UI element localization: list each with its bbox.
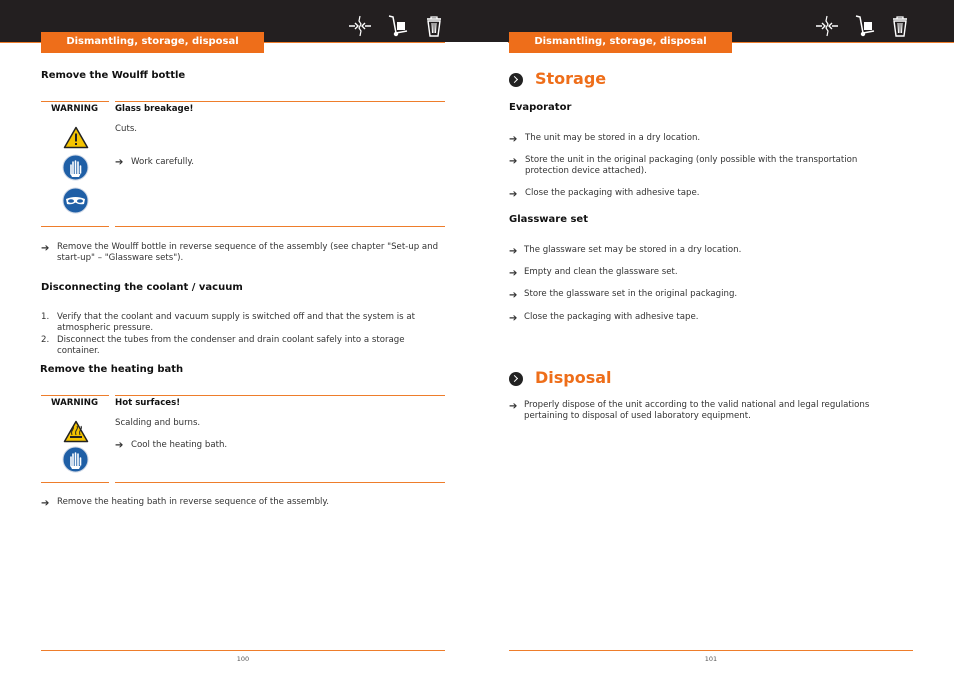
warning-consequence: Cuts. (115, 124, 138, 134)
warning-rule-top (115, 395, 445, 396)
hand-truck-icon (385, 14, 411, 38)
hot-surface-icon (63, 420, 89, 443)
step-number: 2. (41, 334, 50, 345)
warning-rule-bottom (41, 482, 109, 483)
glassware-step: The glassware set may be stored in a dry location. (524, 245, 742, 255)
step-remove-woulff: Remove the Woulff bottle in reverse sequence of the assembly (see chapter "Set-up and start-up" – "Glassware sets"). (57, 242, 439, 264)
glassware-step: Store the glassware set in the original packaging. (524, 289, 738, 299)
warning-rule-bottom (41, 226, 109, 227)
section-bullet-icon (509, 73, 523, 87)
warning-rule-top (41, 101, 109, 102)
arrow-icon: ➔ (115, 440, 124, 451)
warning-triangle-icon (63, 126, 89, 149)
warning-rule-bottom (115, 226, 445, 227)
page-number: 101 (704, 655, 718, 663)
arrow-icon: ➔ (509, 134, 518, 145)
step-text: Verify that the coolant and vacuum supply is switched off and that the system is at atmospheric pressure. (57, 312, 415, 334)
arrow-icon: ➔ (509, 268, 518, 279)
storage-title: Storage (535, 69, 607, 88)
warning-label: WARNING (51, 398, 98, 408)
step-text: Disconnect the tubes from the condenser and drain coolant safely into a storage container. (57, 334, 405, 356)
dismantle-icon (347, 14, 373, 38)
warning-consequence: Scalding and burns. (115, 418, 201, 428)
warning-label: WARNING (51, 104, 98, 114)
heading-disconnecting-coolant-vacuum: Disconnecting the coolant / vacuum (41, 282, 243, 293)
trash-bin-icon (421, 14, 447, 38)
warning-action: Cool the heating bath. (131, 440, 228, 450)
glassware-step: Close the packaging with adhesive tape. (524, 312, 699, 322)
arrow-icon: ➔ (509, 246, 518, 257)
hand-truck-icon (852, 14, 878, 38)
arrow-icon: ➔ (115, 157, 124, 168)
numbered-step (41, 312, 445, 335)
arrow-icon: ➔ (509, 189, 518, 200)
heading-evaporator: Evaporator (509, 102, 572, 113)
evaporator-step: The unit may be stored in a dry location. (525, 133, 701, 143)
evaporator-step: Close the packaging with adhesive tape. (525, 188, 700, 198)
protective-gloves-icon (62, 154, 89, 181)
heading-glassware-set: Glassware set (509, 214, 588, 225)
warning-rule-bottom (115, 482, 445, 483)
safety-goggles-icon (62, 187, 89, 214)
footer-rule (41, 650, 445, 651)
trash-bin-icon (887, 14, 913, 38)
warning-title: Glass breakage! (115, 104, 194, 114)
protective-gloves-icon (62, 446, 89, 473)
warning-title: Hot surfaces! (115, 398, 181, 408)
evaporator-step: Store the unit in the original packaging (only possible with the transportation protection device attached). (525, 155, 858, 177)
footer-rule (509, 650, 913, 651)
disposal-title: Disposal (535, 368, 612, 387)
warning-rule-top (41, 395, 109, 396)
arrow-icon: ➔ (509, 156, 518, 167)
arrow-icon: ➔ (509, 401, 518, 412)
numbered-steps (41, 312, 445, 357)
warning-rule-top (115, 101, 445, 102)
heading-remove-heating-bath: Remove the heating bath (40, 364, 184, 375)
heading-remove-woulff-bottle: Remove the Woulff bottle (41, 70, 186, 81)
step-remove-heating-bath: Remove the heating bath in reverse sequence of the assembly. (57, 497, 330, 507)
glassware-step: Empty and clean the glassware set. (524, 267, 678, 277)
arrow-icon: ➔ (509, 313, 518, 324)
section-bullet-icon (509, 372, 523, 386)
page-number: 100 (236, 655, 250, 663)
arrow-icon: ➔ (41, 498, 50, 509)
numbered-step (41, 335, 445, 358)
arrow-icon: ➔ (509, 290, 518, 301)
header-tab-left: Dismantling, storage, disposal (41, 32, 264, 53)
warning-action: Work carefully. (131, 157, 194, 167)
dismantle-icon (814, 14, 840, 38)
step-number: 1. (41, 312, 50, 322)
arrow-icon: ➔ (41, 243, 50, 254)
disposal-step: Properly dispose of the unit according to the valid national and legal regulations pertaining to disposal of used laboratory equipment. (524, 400, 870, 422)
header-tab-right: Dismantling, storage, disposal (509, 32, 732, 53)
